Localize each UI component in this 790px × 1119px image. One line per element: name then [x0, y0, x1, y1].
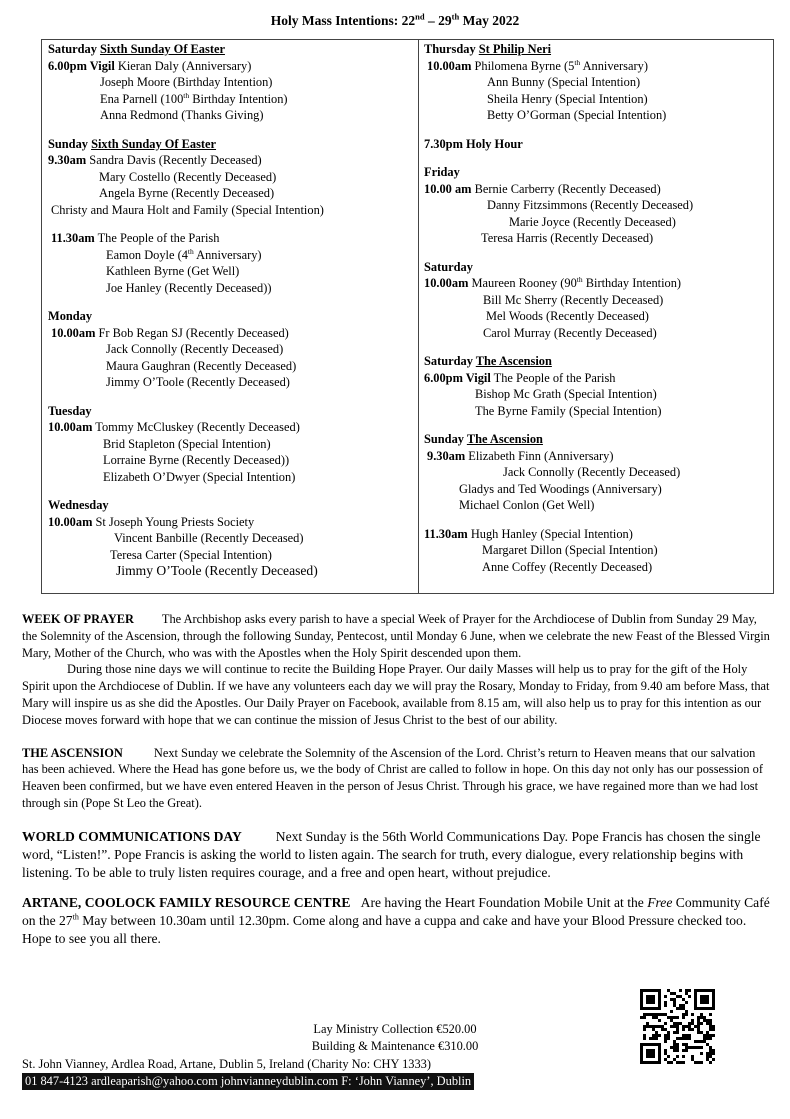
mass-intention-line [424, 292, 769, 309]
mass-heading-text: Sunday [424, 432, 467, 446]
notice-body: Next Sunday is the 56th World Communications Day. Pope Francis has chosen the single word, “Listen!”. Pope Francis is asking the world to listen again. The search for truth, every dialogue, every relationship begins with listening. To be able to truly listen requires courage, and a free and open heart, without prejudice. [22, 828, 761, 880]
intention-text: Margaret Dillon (Special Intention) [482, 543, 658, 557]
mass-heading-text: Wednesday [48, 498, 109, 512]
left-column [48, 41, 414, 592]
mass-heading-text: Saturday [424, 259, 473, 274]
mass-intention-line [48, 419, 414, 436]
mass-intention-line [48, 74, 414, 91]
intention-text: Anna Redmond (Thanks Giving) [100, 108, 264, 122]
intention-text: Danny Fitzsimmons (Recently Deceased) [487, 198, 694, 212]
intention-text: The People of the Parish [94, 231, 220, 245]
intention-text: Bishop Mc Grath (Special Intention) [475, 387, 657, 401]
intention-text: Teresa Harris (Recently Deceased) [481, 231, 654, 245]
mass-block [48, 41, 414, 124]
mass-intention-line [48, 325, 414, 342]
mass-intention-line [424, 431, 769, 448]
intention-text: The People of the Parish [490, 370, 616, 385]
mass-intention-line [48, 374, 414, 391]
intention-text: Joseph Moore (Birthday Intention) [100, 75, 273, 89]
intention-text: Brid Stapleton (Special Intention) [103, 436, 271, 451]
intention-text: Kieran Daly (Anniversary) [114, 58, 252, 73]
intention-text: Betty O’Gorman (Special Intention) [487, 108, 667, 122]
intention-text: Angela Byrne (Recently Deceased) [99, 186, 275, 200]
mass-heading-text: The Ascension [466, 432, 543, 446]
mass-heading-text: Sixth Sunday Of Easter [91, 136, 217, 151]
mass-heading-text: St Philip Neri [478, 42, 552, 56]
mass-intention-line [424, 353, 769, 370]
mass-block [48, 308, 414, 391]
week-of-prayer-notice-cont: During those nine days we will continue to recite the Building Hope Prayer. Our daily Masses will help us to pray for the gift of the Holy Spirit upon the Archdiocese of Dublin. If we have any volunteers each day we will pray the Rosary, Monday to Friday, from 9.40 am before Mass, that Mary will inspire us as she did the Apostles. Our Daily Prayer on Facebook, available from 8.15 am, will also help us to pray for this intention as our Diocese moves forward with hope that we can continue the mission of Jesus Christ to the best of our ability. [22, 662, 770, 727]
intention-text: Anne Coffey (Recently Deceased) [482, 559, 653, 574]
mass-intention-line [48, 497, 414, 514]
mass-intention-line [424, 259, 769, 276]
mass-intention-line [424, 74, 769, 91]
mass-intention-line [424, 136, 769, 153]
mass-heading-text: 7.30pm Holy Hour [424, 136, 523, 151]
mass-intention-line [424, 214, 769, 231]
mass-heading-text: 10.00am [427, 58, 472, 73]
mass-intention-line [48, 358, 414, 375]
intention-text: St Joseph Young Priests Society [92, 514, 255, 529]
intention-text: th [187, 246, 194, 256]
mass-block [48, 497, 414, 580]
mass-intention-line [424, 275, 769, 292]
intention-text: Ena Parnell (100 [100, 91, 184, 106]
intention-text: Kathleen Byrne (Get Well) [106, 264, 240, 278]
mass-intention-line [424, 448, 769, 465]
intention-text: Jack Connolly (Recently Deceased) [503, 465, 681, 479]
intention-text: Maura Gaughran (Recently Deceased) [106, 358, 297, 373]
notice-body: Next Sunday we celebrate the Solemnity of the Ascension of the Lord. Christ’s return to Heaven means that our salvation has been achieved. Where the Head has gone before us, we the body of Christ are called to follow in hope. On this day not only has our possession of Heaven been confirmed, but we have even entered Heaven in the person of Jesus Christ. Through his grace, we have regained more than we had lost through sin (Pope St Leo the Great). [22, 745, 763, 810]
mass-intention-line [48, 469, 414, 486]
intention-text: Hugh Hanley (Special Intention) [467, 526, 633, 541]
intention-text: Carol Murray (Recently Deceased) [483, 325, 657, 340]
intention-text: Teresa Carter (Special Intention) [110, 547, 272, 562]
mass-block [48, 403, 414, 486]
intention-text: Vincent Banbille (Recently Deceased) [114, 531, 304, 545]
intention-text: Philomena Byrne (5 [471, 58, 575, 73]
intention-text: Elizabeth Finn (Anniversary) [465, 448, 614, 463]
mass-intentions-table [41, 39, 774, 594]
mass-intention-line [424, 181, 769, 198]
intention-text: Sandra Davis (Recently Deceased) [86, 153, 262, 167]
intention-text: Elizabeth O’Dwyer (Special Intention) [103, 469, 296, 484]
mass-intention-line [48, 514, 414, 531]
communications-notice [22, 828, 770, 882]
ascension-notice [22, 745, 770, 812]
mass-heading-text: 11.30am [51, 231, 95, 245]
mass-block [424, 41, 769, 124]
mass-intention-line [48, 452, 414, 469]
mass-heading-text: 10.00am [48, 514, 93, 529]
intention-text: Jimmy O’Toole (Recently Deceased) [106, 375, 290, 389]
intention-text: th [574, 57, 581, 67]
mass-intention-line [48, 91, 414, 108]
mass-heading-text: 10.00am [48, 420, 93, 434]
intention-text: Jimmy O’Toole (Recently Deceased) [116, 563, 318, 578]
column-divider [418, 40, 419, 593]
mass-intention-line [48, 403, 414, 420]
mass-intention-line [424, 464, 769, 481]
mass-intention-line [48, 530, 414, 547]
mass-block [424, 259, 769, 342]
intention-text: Anniversary) [580, 58, 648, 73]
mass-intention-line [424, 164, 769, 181]
intention-text: Maureen Rooney (90 [468, 276, 577, 290]
qr-code-icon [640, 989, 715, 1064]
intention-text: th [183, 90, 190, 100]
intention-text: Ann Bunny (Special Intention) [487, 75, 641, 89]
mass-heading-text: Thursday [424, 42, 479, 56]
mass-heading-text: 11.30am [424, 526, 468, 541]
intention-text: Bill Mc Sherry (Recently Deceased) [483, 292, 664, 307]
mass-intention-line [424, 197, 769, 214]
mass-heading-text: The Ascension [475, 354, 552, 368]
building-maintenance: Building & Maintenance €310.00 [311, 1039, 479, 1053]
mass-intention-line [48, 280, 414, 297]
intention-text: Mel Woods (Recently Deceased) [486, 309, 649, 323]
mass-heading-text: Sixth Sunday Of Easter [99, 42, 225, 56]
mass-intention-line [424, 542, 769, 559]
mass-intention-line [48, 58, 414, 75]
mass-intention-line [48, 41, 414, 58]
notice-heading: WORLD COMMUNICATIONS DAY [22, 828, 242, 844]
mass-intention-line [424, 41, 769, 58]
mass-intention-line [424, 370, 769, 387]
mass-heading-text: 6.00pm Vigil [48, 58, 115, 73]
intention-text: Birthday Intention) [189, 91, 288, 106]
intention-text: Tommy McCluskey (Recently Deceased) [92, 420, 300, 434]
mass-block [424, 431, 769, 514]
mass-block [424, 526, 769, 576]
mass-heading-text: 9.30am [427, 448, 466, 463]
notice-body: The Archbishop asks every parish to have a special Week of Prayer for the Archdiocese of Dublin from Sunday 29 May, the Solemnity of the Ascension, through the following Sunday, Pentecost, until Monday 6 June, when we celebrate the new Feast of the Blessed Virgin Mary, Mother of the Church, who was with the Apostles when the Holy Spirit descended upon them. [22, 612, 770, 660]
mass-intention-line [48, 107, 414, 124]
week-of-prayer-notice [22, 611, 770, 661]
mass-intention-line [424, 107, 769, 124]
mass-heading-text: 10.00 am [424, 181, 472, 196]
mass-intention-line [424, 403, 769, 420]
mass-intention-line [424, 308, 769, 325]
intention-text: Lorraine Byrne (Recently Deceased)) [103, 453, 290, 467]
mass-intention-line [48, 136, 414, 153]
mass-block [424, 136, 769, 153]
mass-intention-line [424, 386, 769, 403]
mass-intention-line [424, 58, 769, 75]
mass-intention-line [424, 481, 769, 498]
intention-text: Joe Hanley (Recently Deceased)) [106, 280, 272, 295]
mass-intention-line [48, 247, 414, 264]
intention-text: th [576, 274, 583, 284]
mass-intention-line [48, 547, 414, 564]
mass-block [48, 136, 414, 219]
notice-heading: ARTANE, COOLOCK FAMILY RESOURCE CENTRE [22, 894, 351, 910]
notices [22, 611, 770, 948]
mass-intention-line [48, 169, 414, 186]
mass-heading-text: Monday [48, 309, 93, 323]
intention-text: Michael Conlon (Get Well) [459, 498, 595, 512]
mass-heading-text: Sunday [48, 136, 92, 151]
mass-block [424, 353, 769, 419]
intention-text: Gladys and Ted Woodings (Anniversary) [459, 481, 662, 496]
intention-text: Jack Connolly (Recently Deceased) [106, 342, 284, 356]
mass-intention-line [424, 325, 769, 342]
intention-text: Mary Costello (Recently Deceased) [99, 169, 277, 184]
mass-intention-line [48, 563, 414, 580]
mass-intention-line [48, 230, 414, 247]
mass-intention-line [424, 91, 769, 108]
intention-text: Birthday Intention) [582, 276, 682, 290]
resource-centre-notice: ARTANE, COOLOCK FAMILY RESOURCE CENTRE Are having the Heart Foundation Mobile Unit at the Free Community Café on the 27th May between 10.30am until 12.30pm. Come along and have a cuppa and cake and have your Blood Pressure checked too. Hope to see you all there. [22, 894, 770, 946]
mass-intention-line [48, 263, 414, 280]
page-title: Holy Mass Intentions: 22nd – 29th May 2022 [270, 11, 520, 28]
notice-heading: THE ASCENSION [22, 745, 123, 760]
mass-intention-line [48, 202, 414, 219]
intention-text: Christy and Maura Holt and Family (Special Intention) [51, 202, 324, 217]
mass-intention-line [424, 526, 769, 543]
mass-heading-text: 6.00pm Vigil [424, 370, 491, 385]
mass-intention-line [424, 497, 769, 514]
parish-address: St. John Vianney, Ardlea Road, Artane, Dublin 5, Ireland (Charity No: CHY 1333) [22, 1057, 431, 1071]
mass-heading-text: 10.00am [424, 276, 469, 290]
mass-heading-text: Tuesday [48, 403, 92, 418]
intention-text: Eamon Doyle (4 [106, 247, 188, 262]
intention-text: Bernie Carberry (Recently Deceased) [471, 181, 661, 196]
contact-bar: 01 847-4123 ardleaparish@yahoo.com johnvianneydublin.com F: ‘John Vianney’, Dublin [22, 1073, 474, 1090]
mass-intention-line [424, 559, 769, 576]
mass-heading-text: 10.00am [51, 325, 96, 340]
mass-heading-text: 9.30am [48, 153, 87, 167]
mass-heading-text: Saturday [48, 42, 100, 56]
mass-intention-line [48, 185, 414, 202]
right-column [424, 41, 769, 587]
mass-intention-line [424, 230, 769, 247]
mass-block [48, 230, 414, 296]
intention-text: Sheila Henry (Special Intention) [487, 91, 648, 106]
mass-heading-text: Friday [424, 165, 460, 179]
mass-intention-line [48, 308, 414, 325]
intention-text: Marie Joyce (Recently Deceased) [509, 214, 676, 229]
mass-block [424, 164, 769, 247]
notice-heading: WEEK OF PRAYER [22, 612, 134, 626]
intention-text: Anniversary) [193, 247, 262, 262]
intention-text: The Byrne Family (Special Intention) [475, 403, 662, 418]
mass-heading-text: Saturday [424, 354, 476, 368]
mass-intention-line [48, 152, 414, 169]
lay-ministry-collection: Lay Ministry Collection €520.00 [313, 1022, 477, 1036]
mass-intention-line [48, 341, 414, 358]
intention-text: Fr Bob Regan SJ (Recently Deceased) [95, 325, 289, 340]
mass-intention-line [48, 436, 414, 453]
